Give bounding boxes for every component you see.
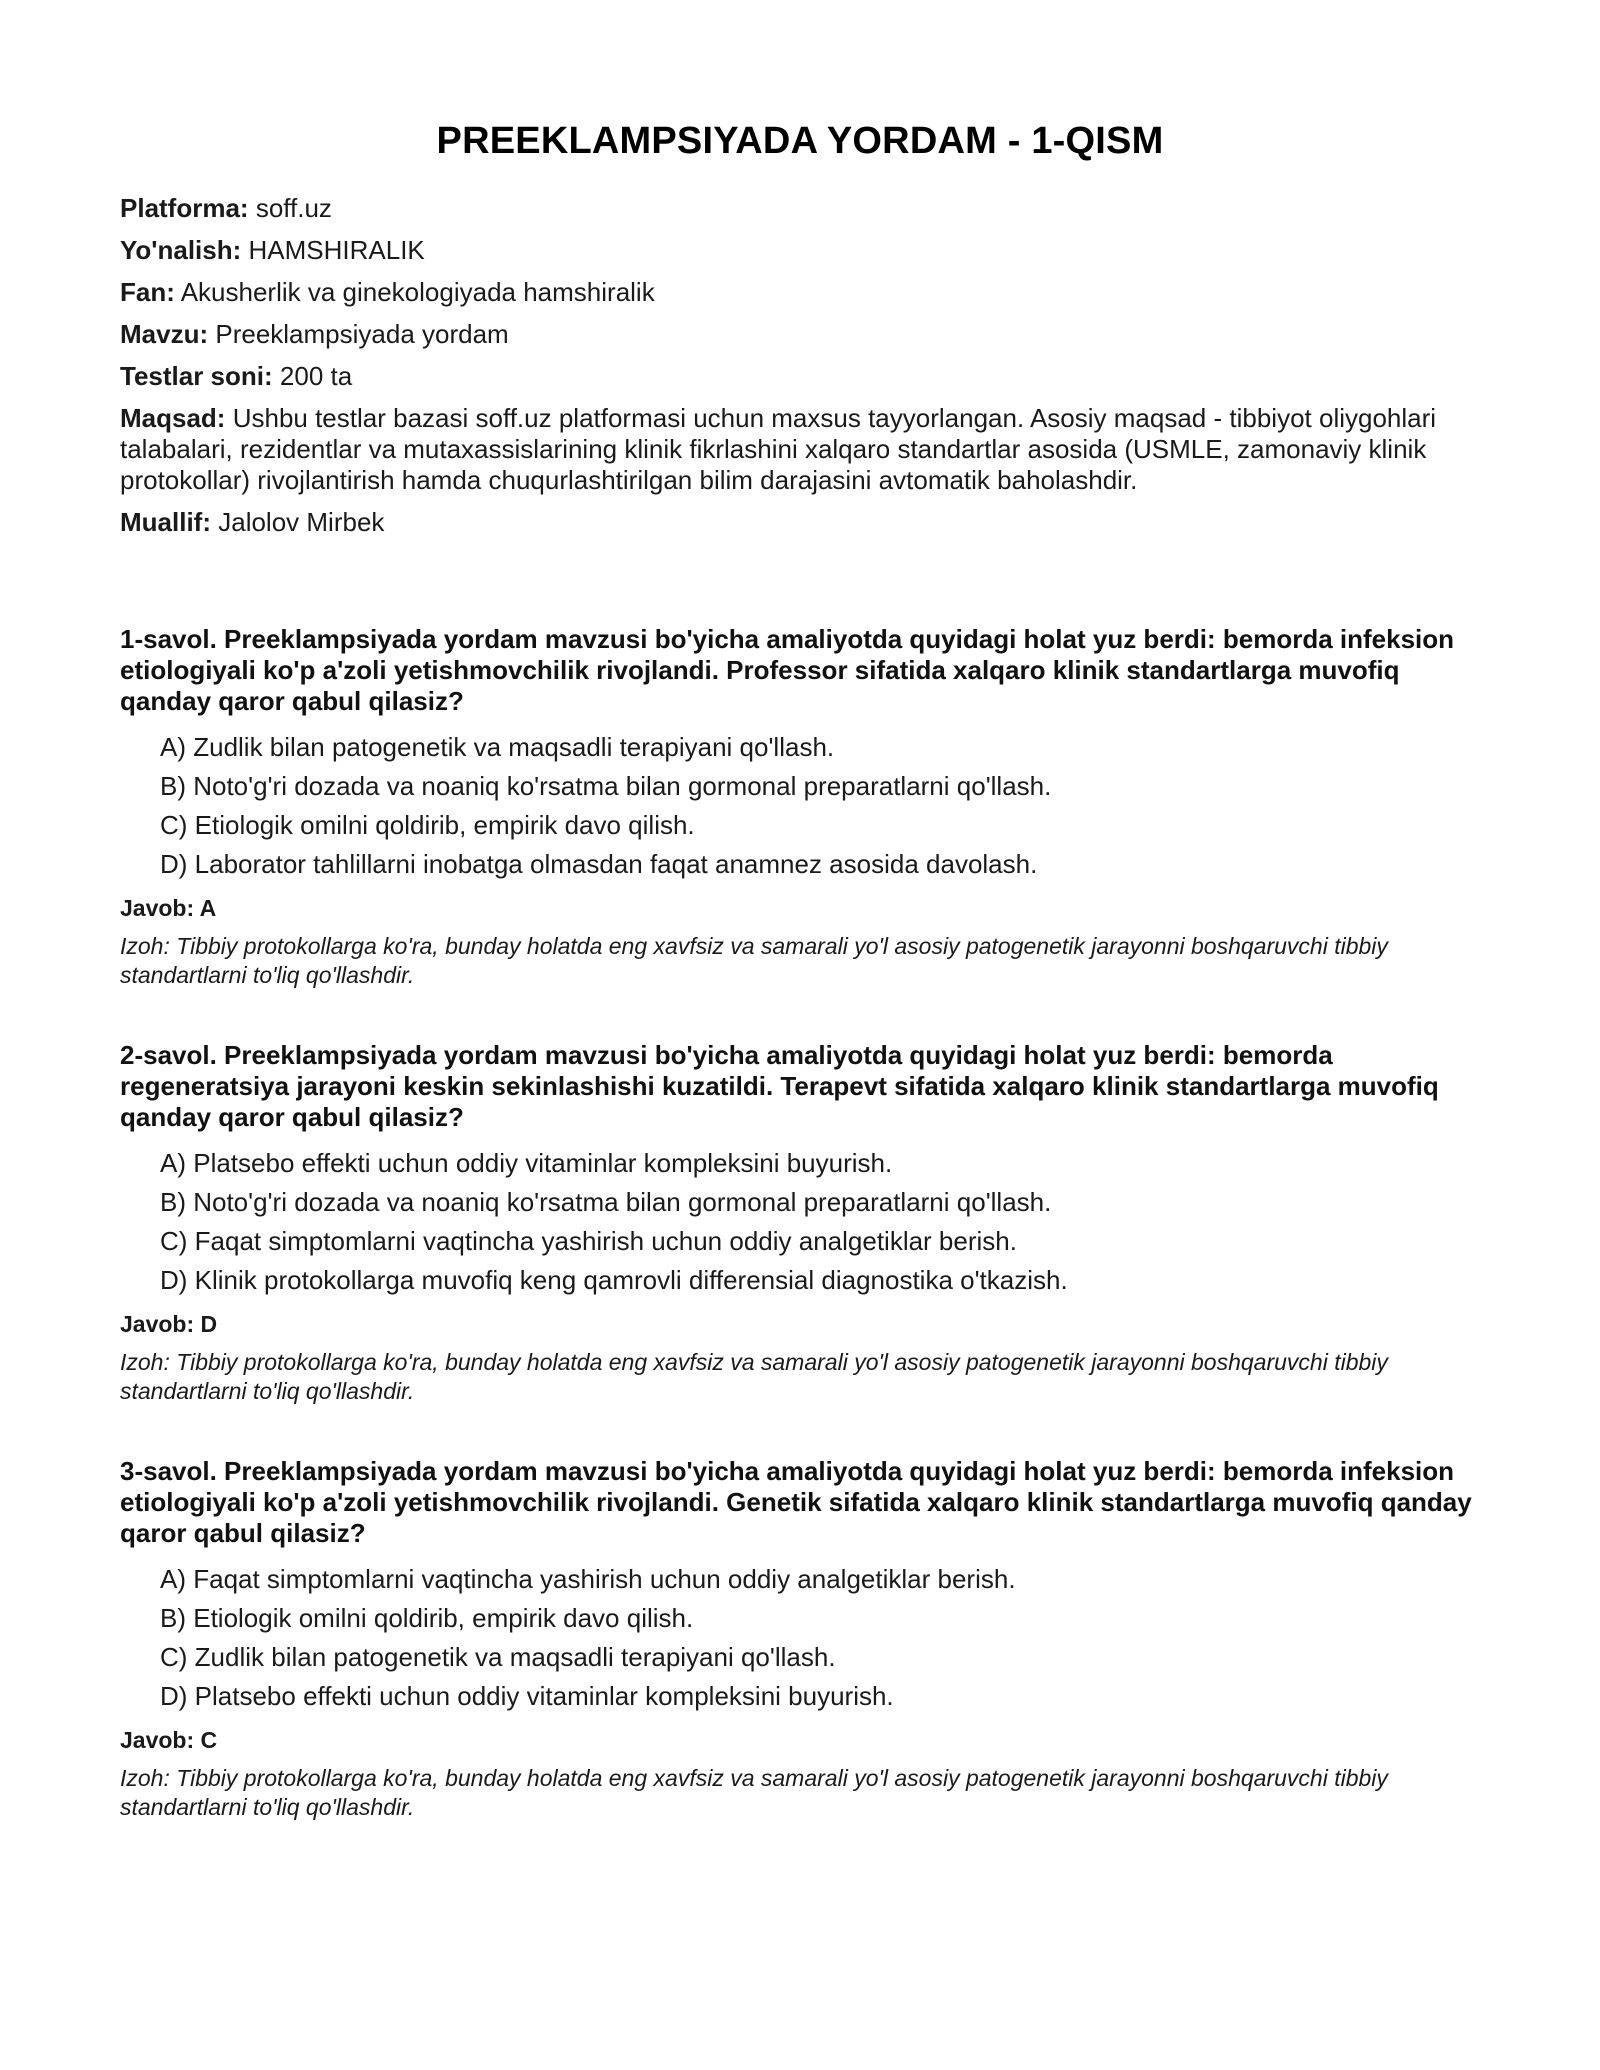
explanation-text: Izoh: Tibbiy protokollarga ko'ra, bunday holatda eng xavfsiz va samarali yo'l asosiy patogenetik jarayonni boshqaruvchi tibbiy standartlarni to'liq qo'llashdir. (120, 933, 1388, 988)
option-c: C) Zudlik bilan patogenetik va maqsadli terapiyani qo'llash. (160, 1642, 836, 1672)
meta-key: Testlar soni: (120, 361, 273, 391)
answer-label: Javob: A (120, 895, 217, 921)
document-title: PREEKLAMPSIYADA YORDAM - 1-QISM (436, 120, 1164, 162)
answer-label: Javob: C (120, 1727, 218, 1753)
meta-key: Yo'nalish: (120, 235, 242, 265)
option-a: A) Platsebo effekti uchun oddiy vitaminlar kompleksini buyurish. (160, 1148, 893, 1178)
meta-subject (120, 277, 1480, 308)
document-meta (120, 193, 1480, 538)
explanation-text: Izoh: Tibbiy protokollarga ko'ra, bunday holatda eng xavfsiz va samarali yo'l asosiy patogenetik jarayonni boshqaruvchi tibbiy standartlarni to'liq qo'llashdir. (120, 1765, 1388, 1820)
question-text: 1-savol. Preeklampsiyada yordam mavzusi bo'yicha amaliyotda quyidagi holat yuz berdi: bemorda infeksion etiologiyali ko'p a'zoli yetishmovchilik rivojlandi. Professor sifatida xalqaro klinik standartlarga muvofiq qanday qaror qabul qilasiz? (120, 624, 1455, 716)
option-list (120, 1148, 1480, 1296)
document-page (120, 120, 1480, 1872)
meta-key: Mavzu: (120, 319, 209, 349)
option-list (120, 1564, 1480, 1712)
meta-value: soff.uz (255, 193, 332, 223)
option-b: B) Noto'g'ri dozada va noaniq ko'rsatma bilan gormonal preparatlarni qo'llash. (160, 1187, 1052, 1217)
question-1 (120, 624, 1480, 990)
option-b: B) Noto'g'ri dozada va noaniq ko'rsatma bilan gormonal preparatlarni qo'llash. (160, 771, 1052, 801)
answer-label: Javob: D (120, 1311, 218, 1337)
meta-direction (120, 235, 1480, 266)
option-d: D) Platsebo effekti uchun oddiy vitaminlar kompleksini buyurish. (160, 1681, 894, 1711)
meta-key: Maqsad: (120, 403, 226, 433)
option-c: C) Etiologik omilni qoldirib, empirik davo qilish. (160, 810, 695, 840)
option-c: C) Faqat simptomlarni vaqtincha yashirish uchun oddiy analgetiklar berish. (160, 1226, 1017, 1256)
meta-value: HAMSHIRALIK (248, 235, 425, 265)
meta-author (120, 507, 1480, 538)
option-d: D) Laborator tahlillarni inobatga olmasdan faqat anamnez asosida davolash. (160, 849, 1038, 879)
meta-key: Muallif: (120, 507, 211, 537)
meta-test-count (120, 361, 1480, 392)
question-text: 3-savol. Preeklampsiyada yordam mavzusi bo'yicha amaliyotda quyidagi holat yuz berdi: bemorda infeksion etiologiyali ko'p a'zoli yetishmovchilik rivojlandi. Genetik sifatida xalqaro klinik standartlarga muvofiq qanday qaror qabul qilasiz? (120, 1456, 1472, 1548)
meta-value: Akusherlik va ginekologiyada hamshiralik (180, 277, 655, 307)
option-b: B) Etiologik omilni qoldirib, empirik davo qilish. (160, 1603, 694, 1633)
option-d: D) Klinik protokollarga muvofiq keng qamrovli differensial diagnostika o'tkazish. (160, 1265, 1068, 1295)
meta-topic (120, 319, 1480, 350)
meta-key: Fan: (120, 277, 175, 307)
question-2 (120, 1040, 1480, 1406)
option-a: A) Zudlik bilan patogenetik va maqsadli terapiyani qo'llash. (160, 732, 835, 762)
meta-goal (120, 403, 1480, 496)
question-3 (120, 1456, 1480, 1822)
meta-key: Platforma: (120, 193, 249, 223)
explanation-text: Izoh: Tibbiy protokollarga ko'ra, bunday holatda eng xavfsiz va samarali yo'l asosiy patogenetik jarayonni boshqaruvchi tibbiy standartlarni to'liq qo'llashdir. (120, 1349, 1388, 1404)
option-a: A) Faqat simptomlarni vaqtincha yashirish uchun oddiy analgetiklar berish. (160, 1564, 1016, 1594)
meta-platform (120, 193, 1480, 224)
question-list (120, 624, 1480, 1822)
question-text: 2-savol. Preeklampsiyada yordam mavzusi bo'yicha amaliyotda quyidagi holat yuz berdi: bemorda regeneratsiya jarayoni keskin sekinlashishi kuzatildi. Terapevt sifatida xalqaro klinik standartlarga muvofiq qanday qaror qabul qilasiz? (120, 1040, 1439, 1132)
meta-value: 200 ta (279, 361, 353, 391)
meta-value: Jalolov Mirbek (218, 507, 385, 537)
option-list (120, 732, 1480, 880)
meta-value: Ushbu testlar bazasi soff.uz platformasi uchun maxsus tayyorlangan. Asosiy maqsad - tibbiyot oliygohlari talabalari, rezidentlar va mutaxassislarining klinik fikrlashini xalqaro standartlar asosida (USMLE, zamonaviy klinik protokollar) rivojlantirish hamda chuqurlashtirilgan bilim darajasini avtomatik baholashdir. (120, 403, 1437, 495)
meta-value: Preeklampsiyada yordam (215, 319, 509, 349)
